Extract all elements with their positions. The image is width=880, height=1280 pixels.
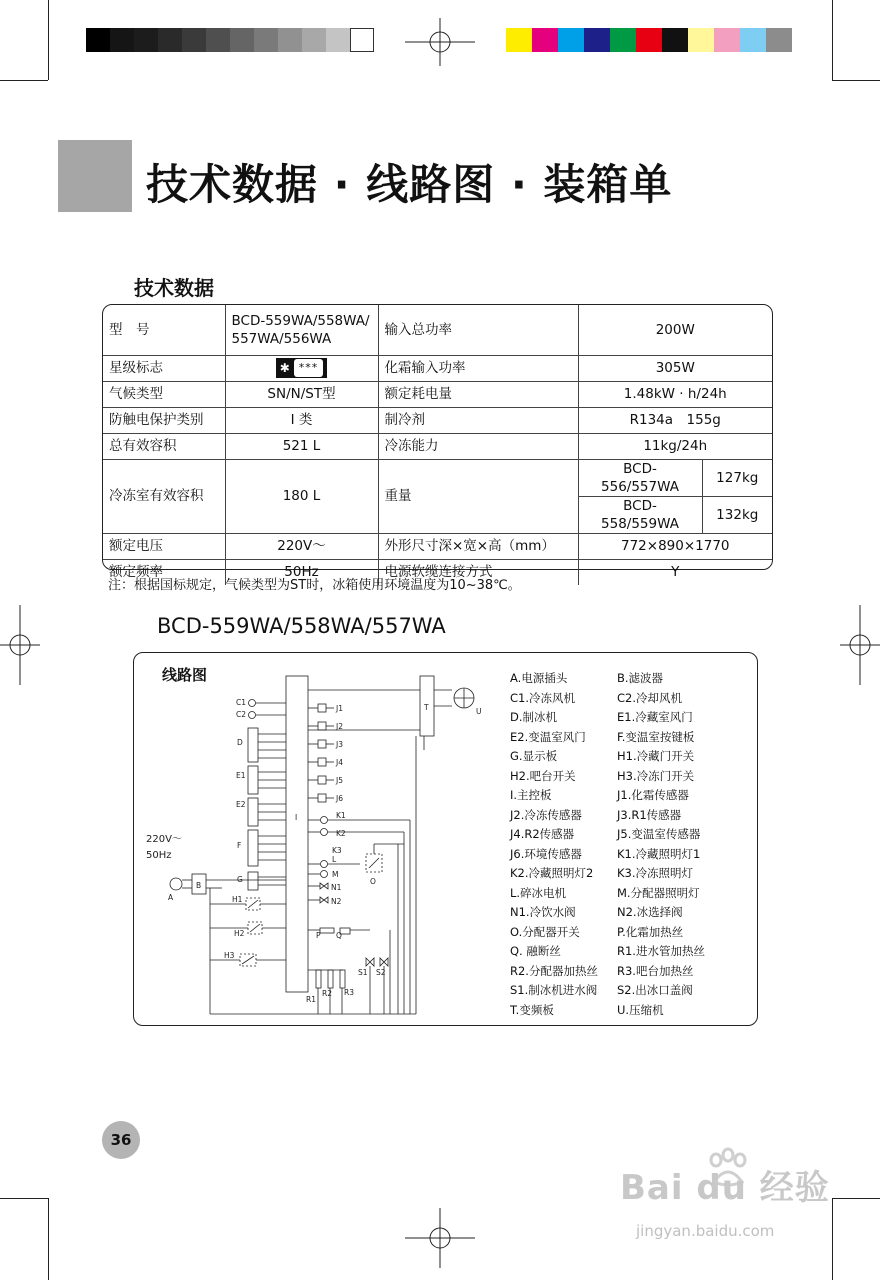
label-C2: C2 (236, 710, 247, 719)
spec-note: 注：根据国标规定，气候类型为ST时，冰箱使用环境温度为10~38℃。 (108, 578, 521, 593)
crop-mark (832, 0, 833, 80)
label-J2: J2 (336, 722, 343, 731)
spec-section-title: 技术数据 (134, 276, 214, 300)
legend-item: T.变频板 (510, 1002, 554, 1017)
gray-swatch (134, 28, 158, 52)
weight-label: 重量 (378, 459, 578, 533)
color-swatch (662, 28, 688, 52)
color-swatch (688, 28, 714, 52)
crop-mark (48, 1198, 49, 1280)
color-swatch (714, 28, 740, 52)
model-value-line1: BCD-559WA/558WA/ (231, 312, 370, 329)
star-rating (225, 355, 378, 381)
weight-value2: 132kg (702, 496, 772, 533)
color-swatch (558, 28, 584, 52)
color-swatch (740, 28, 766, 52)
crop-mark (832, 1198, 880, 1199)
input-power-label: 输入总功率 (378, 305, 578, 355)
label-S2: S2 (376, 968, 386, 977)
gray-swatch (158, 28, 182, 52)
legend-item: F.变温室按键板 (617, 729, 695, 744)
registration-mark-bottom (405, 1208, 475, 1268)
label-Q: Q (336, 931, 342, 940)
legend-item: K2.冷藏照明灯2 (510, 866, 594, 880)
table-row (103, 381, 772, 407)
legend-item: R2.分配器加热丝 (510, 963, 598, 978)
sensor-group (308, 704, 334, 802)
supply-voltage-label: 220V～ (146, 834, 182, 845)
color-swatch (766, 28, 792, 52)
label-R2: R2 (322, 989, 332, 998)
table-row (103, 407, 772, 433)
label-J1: J1 (336, 704, 343, 713)
crop-mark (48, 0, 49, 80)
freezer-vol-label: 冷冻室有效容积 (103, 459, 225, 533)
legend-item: P.化霜加热丝 (617, 924, 684, 939)
table-row (103, 533, 772, 559)
legend-item: J2.冷冻传感器 (510, 807, 582, 822)
legend-item: B.滤波器 (617, 671, 664, 685)
volume-label: 总有效容积 (103, 433, 225, 459)
star-value: *** (294, 359, 324, 377)
volume-value: 521 L (225, 433, 378, 459)
refrigerant-label: 制冷剂 (378, 407, 578, 433)
legend-left (510, 670, 598, 1021)
legend-item: J6.环境传感器 (510, 846, 582, 861)
legend-item: J3.R1传感器 (617, 807, 682, 822)
label-H3: H3 (224, 951, 235, 960)
weight-model2: BCD-558/559WA (578, 496, 702, 533)
energy-value: 1.48kW · h/24h (578, 381, 772, 407)
climate-label: 气候类型 (103, 381, 225, 407)
label-R1: R1 (306, 995, 316, 1004)
gray-swatch (302, 28, 326, 52)
page-title: 技术数据 · 线路图 · 装箱单 (146, 160, 673, 209)
legend-item: G.显示板 (510, 749, 558, 763)
label-L: L (332, 855, 337, 864)
voltage-label: 额定电压 (103, 533, 225, 559)
legend-item: I.主控板 (510, 788, 552, 802)
frequency-label: 额定频率 (103, 559, 225, 585)
crop-mark (0, 80, 48, 81)
gray-swatch (86, 28, 110, 52)
weight-value1: 127kg (702, 459, 772, 496)
label-O: O (370, 877, 376, 886)
supply-frequency-label: 50Hz (146, 850, 172, 861)
watermark-brand: Bai du 经验 (620, 1168, 830, 1208)
color-swatch (610, 28, 636, 52)
label-R3: R3 (344, 988, 354, 997)
star-rating-icon (276, 358, 328, 378)
legend-item: J5.变温室传感器 (617, 827, 701, 841)
legend-item: J1.化霜传感器 (617, 788, 689, 802)
page-number: 36 (102, 1121, 140, 1159)
label-B: B (196, 881, 202, 890)
legend-item: L.碎冰电机 (510, 885, 567, 900)
legend-item: M.分配器照明灯 (617, 885, 700, 900)
color-swatch (584, 28, 610, 52)
table-row (103, 305, 772, 355)
label-H2: H2 (234, 929, 245, 938)
table-row (103, 355, 772, 381)
label-P: P (316, 931, 321, 940)
color-swatch (506, 28, 532, 52)
legend-item: S1.制冰机进水阀 (510, 983, 598, 997)
legend-item: H3.冷冻门开关 (617, 768, 695, 783)
legend-item: C1.冷冻风机 (510, 690, 576, 705)
label-F: F (237, 841, 242, 850)
model-label: 型 号 (103, 305, 225, 355)
cord-value: Y (578, 559, 772, 585)
shock-label: 防触电保护类别 (103, 407, 225, 433)
shock-value: I 类 (225, 407, 378, 433)
model-value-line2: 557WA/556WA (231, 330, 332, 347)
gray-swatch (278, 28, 302, 52)
wiring-diagram-title: 线路图 (162, 666, 208, 684)
label-J4: J4 (336, 758, 343, 767)
label-J5: J5 (336, 776, 343, 785)
voltage-value: 220V～ (225, 533, 378, 559)
wiring-diagram (140, 670, 500, 1020)
watermark-url: jingyan.baidu.com (636, 1222, 775, 1240)
legend-item: S2.出冰口盖阀 (617, 983, 693, 997)
label-E1: E1 (236, 771, 246, 780)
registration-mark-top (405, 18, 475, 66)
registration-mark-left (0, 605, 40, 685)
label-C1: C1 (236, 698, 247, 707)
gray-swatch (254, 28, 278, 52)
frequency-value: 50Hz (225, 559, 378, 585)
star-label: 星级标志 (103, 355, 225, 381)
spec-table (102, 304, 773, 581)
label-H1: H1 (232, 895, 243, 904)
energy-label: 额定耗电量 (378, 381, 578, 407)
legend-item: Q. 融断丝 (510, 944, 561, 958)
model-title: BCD-559WA/558WA/557WA (157, 614, 446, 638)
legend-item: U.压缩机 (617, 1002, 664, 1017)
input-power-value: 200W (578, 305, 772, 355)
registration-mark-right (840, 605, 880, 685)
refrigerant-value: R134a 155g (578, 407, 772, 433)
label-K3: K3 (332, 846, 342, 855)
snowflake-icon: ✱ (279, 361, 290, 375)
main-board (286, 676, 308, 992)
crop-mark (832, 1198, 833, 1280)
freezer-vol-value: 180 L (225, 459, 378, 533)
legend-item: A.电源插头 (510, 671, 568, 685)
defrost-label: 化霜输入功率 (378, 355, 578, 381)
label-I: I (295, 813, 298, 822)
legend-item: E1.冷藏室风门 (617, 710, 693, 724)
crop-mark (0, 1198, 48, 1199)
climate-value: SN/N/ST型 (225, 381, 378, 407)
model-value (225, 305, 378, 355)
legend-item: J4.R2传感器 (510, 827, 575, 841)
label-N1: N1 (331, 883, 342, 892)
legend-item: H1.冷藏门开关 (617, 749, 695, 763)
table-row (103, 459, 772, 496)
legend-item: O.分配器开关 (510, 924, 580, 939)
color-swatch (636, 28, 662, 52)
label-M: M (332, 870, 339, 879)
legend-right (617, 670, 705, 1021)
label-U: U (476, 707, 482, 716)
legend-item: K3.冷冻照明灯 (617, 866, 694, 880)
crop-mark (832, 80, 880, 81)
label-J3: J3 (336, 740, 343, 749)
freeze-cap-value: 11kg/24h (578, 433, 772, 459)
legend-item: E2.变温室风门 (510, 729, 586, 744)
table-row (103, 433, 772, 459)
legend-item: N1.冷饮水阀 (510, 905, 576, 919)
defrost-value: 305W (578, 355, 772, 381)
label-E2: E2 (236, 800, 246, 809)
label-D: D (237, 738, 243, 747)
legend-item: N2.冰选择阀 (617, 905, 683, 919)
power-plug-symbol (170, 878, 182, 890)
legend-item: C2.冷却风机 (617, 690, 683, 705)
label-K2: K2 (336, 829, 346, 838)
label-G: G (237, 875, 243, 884)
label-N2: N2 (331, 897, 342, 906)
weight-model1: BCD-556/557WA (578, 459, 702, 496)
legend-item: R1.进水管加热丝 (617, 944, 705, 958)
freeze-cap-label: 冷冻能力 (378, 433, 578, 459)
gray-swatch (326, 28, 350, 52)
label-J6: J6 (336, 794, 343, 803)
legend-item: K1.冷藏照明灯1 (617, 846, 701, 861)
label-K1: K1 (336, 811, 346, 820)
gray-swatch (350, 28, 374, 52)
dimension-label: 外形尺寸深×宽×高（mm） (378, 533, 578, 559)
legend-item: H2.吧台开关 (510, 768, 576, 783)
cord-label: 电源软缆连接方式 (378, 559, 578, 585)
color-swatch (532, 28, 558, 52)
dimension-value: 772×890×1770 (578, 533, 772, 559)
label-S1: S1 (358, 968, 368, 977)
heading-gray-block (58, 140, 132, 212)
gray-swatch (182, 28, 206, 52)
gray-swatch (110, 28, 134, 52)
legend-item: R3.吧台加热丝 (617, 963, 694, 978)
label-A: A (168, 893, 174, 902)
gray-swatch (230, 28, 254, 52)
label-T: T (424, 703, 429, 712)
legend-item: D.制冰机 (510, 710, 558, 724)
gray-swatch (206, 28, 230, 52)
